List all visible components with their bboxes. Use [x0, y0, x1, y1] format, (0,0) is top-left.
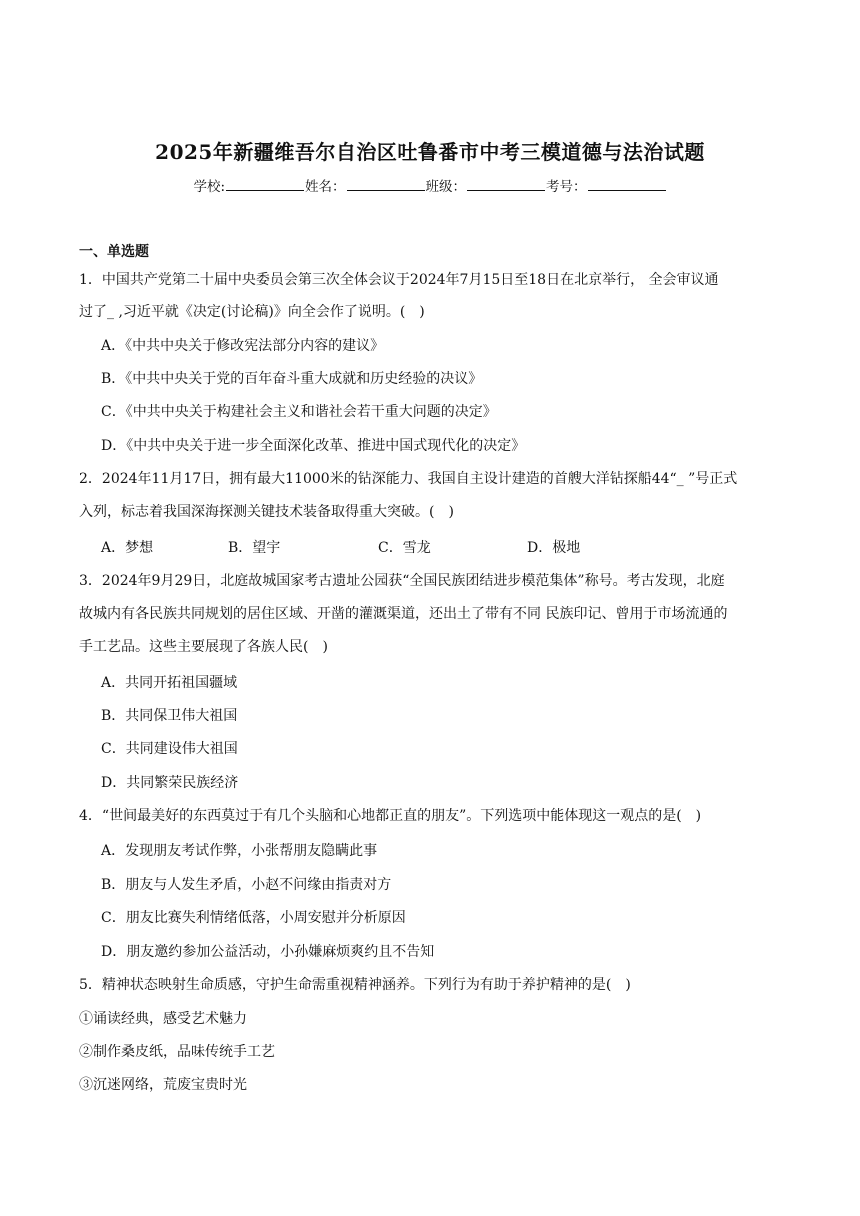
question-4-line-1: 4．“世间最美好的东西莫过于有几个头脑和心地都正直的朋友”。下列选项中能体现这一观点的是( ): [79, 808, 702, 824]
question-1-option-a: A．《中共中央关于修改宪法部分内容的建议》: [101, 338, 385, 354]
question-3-option-b: B．共同保卫伟大祖国: [101, 708, 238, 724]
question-3-line-2: 故城内有各民族共同规划的居住区域、开凿的灌溉渠道，还出土了带有不同 民族印记、曾用于市场流通的: [79, 606, 728, 622]
question-3-option-a: A．共同开拓祖国疆域: [101, 675, 238, 691]
question-3-line-3: 手工艺品。这些主要展现了各族人民( ): [79, 639, 328, 655]
question-2-option-a: A．梦想: [101, 540, 154, 556]
question-2-option-d: D．极地: [527, 540, 581, 556]
question-1-option-d: D．《中共中央关于进一步全面深化改革、推进中国式现代化的决定》: [101, 438, 526, 454]
question-1-line-2: 过了_ ,习近平就《决定(讨论稿)》向全会作了说明。( ): [79, 304, 425, 320]
class-label: 班级：: [425, 179, 467, 195]
school-blank[interactable]: [226, 178, 304, 191]
question-4-option-d: D．朋友邀约参加公益活动，小孙嫌麻烦爽约且不告知: [101, 944, 435, 960]
name-label: 姓名：: [305, 179, 346, 195]
question-5-item-3: ③沉迷网络，荒废宝贵时光: [79, 1077, 247, 1093]
student-info-line: [0, 175, 860, 195]
school-label: 学校:: [193, 179, 226, 195]
exam-title: 2025年新疆维吾尔自治区吐鲁番市中考三模道德与法治试题: [155, 140, 705, 164]
question-1-line-1: 1．中国共产党第二十届中央委员会第三次全体会议于2024年7月15日至18日在北京举行， 全会审议通: [79, 272, 719, 288]
question-4-option-a: A．发现朋友考试作弊，小张帮朋友隐瞒此事: [101, 843, 378, 859]
question-3-option-c: C．共同建设伟大祖国: [101, 741, 238, 757]
question-4-option-c: C．朋友比赛失利情绪低落，小周安慰并分析原因: [101, 910, 406, 926]
question-2-option-c: C．雪龙: [378, 540, 431, 556]
question-1-option-c: C．《中共中央关于构建社会主义和谐社会若干重大问题的决定》: [101, 404, 497, 420]
name-blank[interactable]: [347, 178, 425, 191]
question-2-line-1: 2．2024年11月17日，拥有最大11000米的钻深能力、我国自主设计建造的首艘大洋钻探船44“_ ”号正式: [79, 471, 738, 487]
question-1-option-b: B．《中共中央关于党的百年奋斗重大成就和历史经验的决议》: [101, 371, 483, 387]
id-label: 考号：: [546, 179, 587, 195]
question-5-line-1: 5．精神状态映射生命质感，守护生命需重视精神涵养。下列行为有助于养护精神的是( ): [79, 977, 631, 993]
section-heading: 一、单选题: [79, 244, 149, 260]
id-blank[interactable]: [588, 178, 666, 191]
question-5-item-2: ②制作桑皮纸，品味传统手工艺: [79, 1044, 275, 1060]
question-3-line-1: 3．2024年9月29日，北庭故城国家考古遗址公园获“全国民族团结进步模范集体”称号。考古发现，北庭: [79, 573, 725, 589]
question-2-option-b: B．望宇: [228, 540, 281, 556]
question-5-item-1: ①诵读经典，感受艺术魅力: [79, 1011, 247, 1027]
question-3-option-d: D．共同繁荣民族经济: [101, 775, 239, 791]
question-2-line-2: 入列，标志着我国深海探测关键技术装备取得重大突破。( ): [79, 504, 454, 520]
question-4-option-b: B．朋友与人发生矛盾，小赵不问缘由指责对方: [101, 877, 392, 893]
class-blank[interactable]: [467, 178, 545, 191]
